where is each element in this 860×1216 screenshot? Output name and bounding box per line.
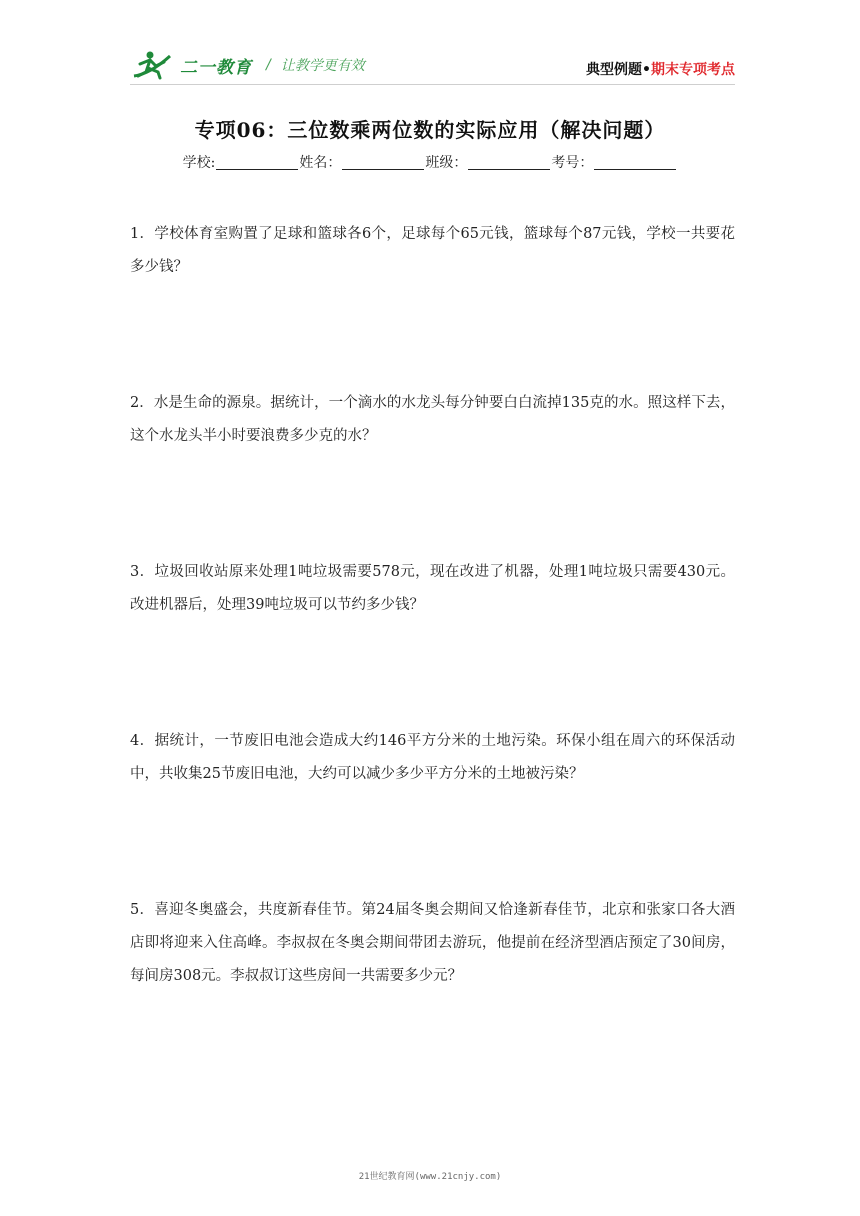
- runner-logo-icon: [130, 50, 178, 80]
- logo-text: 二一教育: [180, 57, 252, 78]
- question-3: 3．垃圾回收站原来处理1吨垃圾需要578元，现在改进了机器，处理1吨垃圾只需要430元。改进机器后，处理39吨垃圾可以节约多少钱？: [130, 564, 735, 613]
- slogan-separator: /: [266, 57, 271, 73]
- header-tag: [586, 59, 735, 79]
- question-1: 1．学校体育室购置了足球和篮球各6个，足球每个65元钱，篮球每个87元钱，学校一共要花多少钱？: [130, 226, 735, 275]
- logo: [130, 50, 365, 80]
- question-4: 4．据统计，一节废旧电池会造成大约146平方分米的土地污染。环保小组在周六的环保活动中，共收集25节废旧电池，大约可以减少多少平方分米的土地被污染？: [130, 733, 735, 782]
- exam-no-blank: [594, 155, 676, 170]
- school-label: 学校:: [182, 155, 216, 171]
- question-2: 2．水是生命的源泉。据统计，一个滴水的水龙头每分钟要白白流掉135克的水。照这样下去，这个水龙头半小时要浪费多少克的水？: [130, 395, 735, 444]
- class-label: 班级：: [425, 155, 468, 171]
- page-footer: 21世纪教育网(www.21cnjy.com): [358, 1172, 502, 1182]
- name-blank: [342, 155, 424, 170]
- page-title: 专项06：三位数乘两位数的实际应用（解决问题）: [194, 118, 666, 142]
- exam-no-label: 考号：: [551, 155, 594, 171]
- header-tag-part2: 期末专项考点: [651, 62, 735, 78]
- question-5: 5．喜迎冬奥盛会，共度新春佳节。第24届冬奥会期间又恰逢新春佳节，北京和张家口各大酒店即将迎来入住高峰。李叔叔在冬奥会期间带团去游玩，他提前在经济型酒店预定了30间房，每间房308元。李叔叔订这些房间一共需要多少元？: [130, 902, 735, 984]
- page-header: [130, 44, 735, 84]
- slogan: 让教学更有效: [280, 58, 365, 74]
- student-info-line: [0, 152, 860, 172]
- header-tag-part1: 典型例题: [586, 62, 643, 78]
- name-label: 姓名：: [299, 155, 342, 171]
- class-blank: [468, 155, 550, 170]
- header-tag-dot: •: [642, 62, 651, 78]
- header-divider: [130, 84, 735, 85]
- school-blank: [216, 155, 298, 170]
